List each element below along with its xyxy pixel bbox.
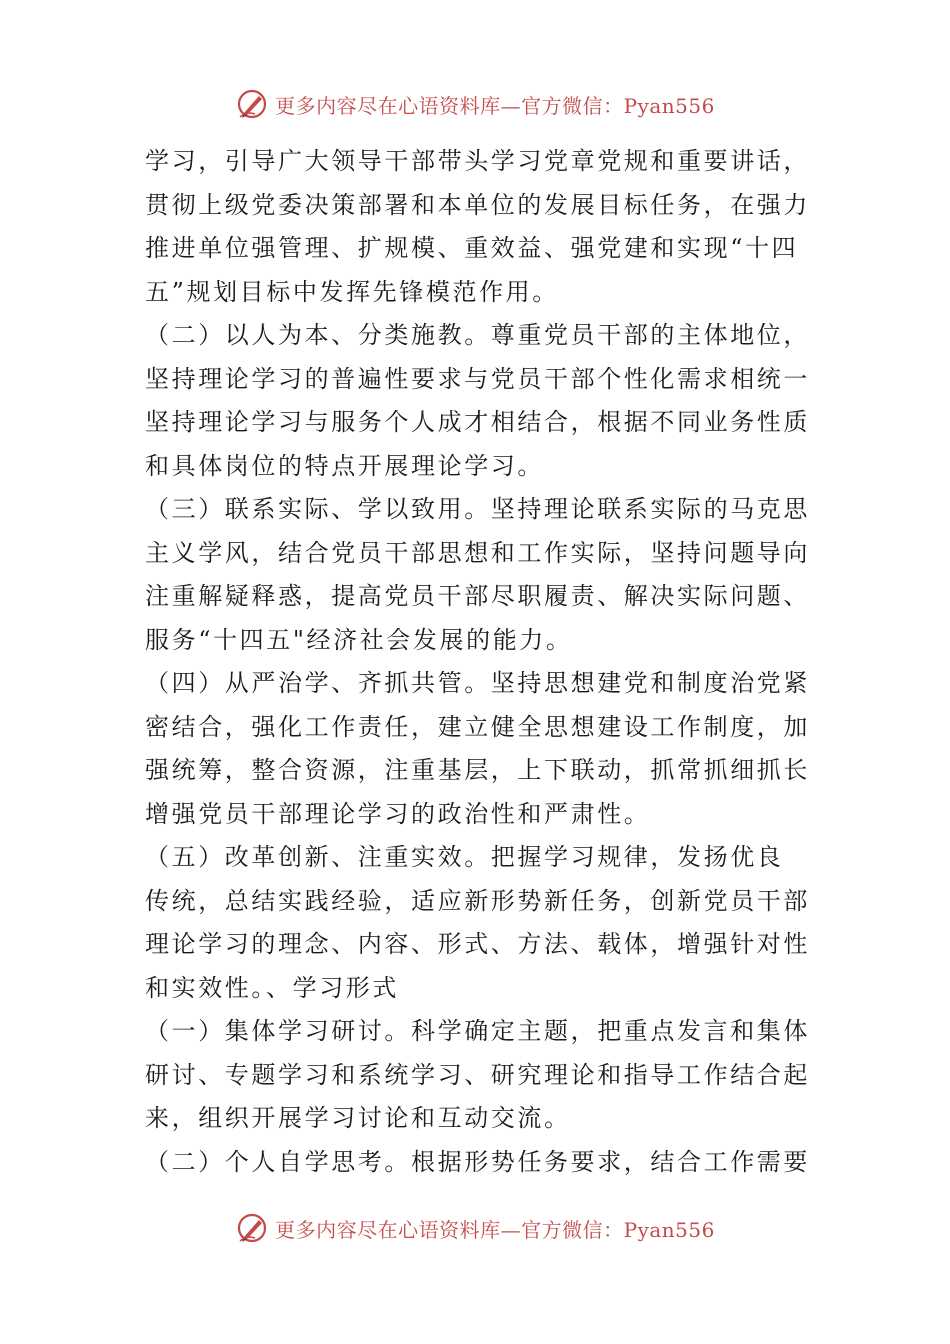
body-line: 学习，引导广大领导干部带头学习党章党规和重要讲话， — [145, 147, 810, 175]
body-line: 注重解疑释惑，提高党员干部尽职履责、解决实际问题、 — [145, 582, 810, 610]
body-line: 坚持理论学习与服务个人成才相结合，根据不同业务性质 — [145, 408, 810, 436]
document-body — [145, 140, 810, 1184]
body-line: 五”规划目标中发挥先锋模范作用。 — [145, 277, 559, 306]
body-line: 来，组织开展学习讨论和互动交流。 — [145, 1104, 571, 1132]
subsection-heading-2: （二）个人自学思考。根据形势任务要求，结合工作需要 — [145, 1147, 810, 1176]
section-heading-2: （二）以人为本、分类施教。尊重党员干部的主体地位， — [145, 321, 810, 349]
body-line: 推进单位强管理、扩规模、重效益、强党建和实现“十四 — [145, 234, 799, 262]
watermark-text: 更多内容尽在心语资料库—官方微信：Pyan556 — [275, 93, 715, 118]
body-line: 强统筹，整合资源，注重基层，上下联动，抓常抓细抓长 — [145, 756, 810, 784]
watermark-text: 更多内容尽在心语资料库—官方微信：Pyan556 — [275, 1217, 715, 1242]
body-line: 增强党员干部理论学习的政治性和严肃性。 — [145, 799, 651, 828]
body-line: 密结合，强化工作责任，建立健全思想建设工作制度，加 — [145, 712, 810, 741]
subsection-heading-1: （一）集体学习研讨。科学确定主题，把重点发言和集体 — [145, 1017, 810, 1045]
pen-logo-icon — [235, 1211, 269, 1245]
footer-watermark — [0, 1208, 950, 1248]
body-line: 研讨、专题学习和系统学习、研究理论和指导工作结合起 — [145, 1060, 810, 1089]
body-line: 坚持理论学习的普遍性要求与党员干部个性化需求相统一 — [145, 364, 810, 393]
pen-logo-icon — [235, 87, 269, 121]
body-line: 传统，总结实践经验，适应新形势新任务，创新党员干部 — [145, 886, 810, 915]
header-watermark — [0, 84, 950, 124]
body-line: 和实效性。、学习形式 — [145, 973, 399, 1002]
body-line: 服务“十四五"经济社会发展的能力。 — [145, 625, 573, 654]
body-line: 和具体岗位的特点开展理论学习。 — [145, 451, 544, 480]
body-line: 贯彻上级党委决策部署和本单位的发展目标任务，在强力 — [145, 190, 810, 219]
body-line: 理论学习的理念、内容、形式、方法、载体，增强针对性 — [145, 930, 810, 958]
section-heading-5: （五）改革创新、注重实效。把握学习规律，发扬优良 — [145, 843, 784, 871]
body-line: 主义学风，结合党员干部思想和工作实际，坚持问题导向 — [145, 538, 810, 567]
section-heading-4: （四）从严治学、齐抓共管。坚持思想建党和制度治党紧 — [145, 669, 810, 697]
section-heading-3: （三）联系实际、学以致用。坚持理论联系实际的马克思 — [145, 495, 810, 523]
